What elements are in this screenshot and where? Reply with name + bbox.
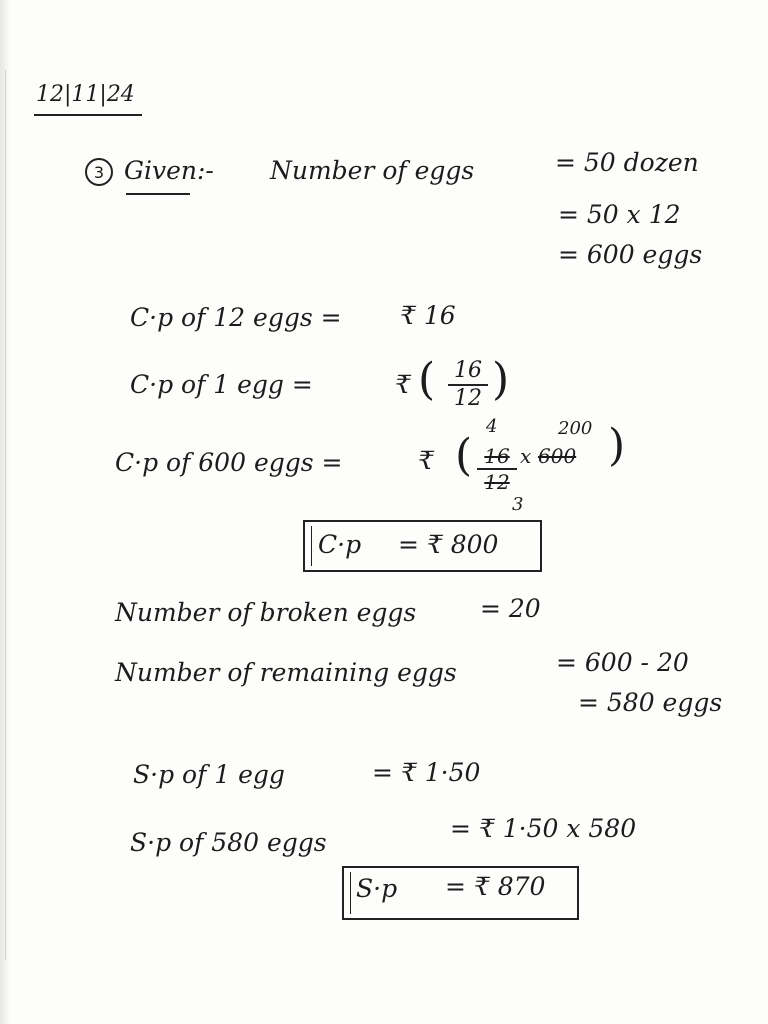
remaining-result: = 580 eggs [578,688,723,717]
cp-line3-times: x [520,444,532,468]
cp-line3-num: 16 [484,444,510,468]
cp-line3-close-paren: ) [608,420,626,471]
sp-result-box-inner-edge [350,872,351,914]
cp-line2-fraction [448,360,488,410]
eggs-value: = 50 dozen [555,148,699,177]
cp-line1-value: ₹ 16 [400,301,456,330]
cp-line1-label: C·p of 12 eggs = [130,303,342,332]
broken-label: Number of broken eggs [115,598,417,627]
cp-line2-currency: ₹ [395,370,411,399]
given-underline [126,193,190,195]
cp-line3-cancel-den: 3 [512,494,524,515]
cp-line3-cancel-mult: 200 [558,418,593,439]
eggs-label: Number of eggs [270,156,475,185]
sp-result-label: S·p [356,874,398,903]
date-underline [34,114,142,116]
cp-line2-label: C·p of 1 egg = [130,370,313,399]
cp-line3-fraction [477,446,517,492]
cp-line2-close-paren: ) [492,354,510,405]
cp-line3-cancel-num: 4 [486,416,498,437]
sp-line2-value: = ₹ 1·50 x 580 [450,814,637,843]
cp-line3-mult: 600 [538,444,577,468]
cp-result-value: = ₹ 800 [398,530,499,559]
cp-line3-den: 12 [484,470,510,494]
sp-result-value: = ₹ 870 [445,872,546,901]
remaining-value: = 600 - 20 [556,648,689,677]
question-number: 3 [85,158,113,186]
sp-line1-value: = ₹ 1·50 [372,758,481,787]
page-edge-line [5,70,6,960]
cp-line2-open-paren: ( [418,354,436,405]
cp-line3-currency: ₹ [418,446,434,475]
cp-line2-num: 16 [454,358,482,383]
sp-line2-label: S·p of 580 eggs [130,828,327,857]
cp-result-box-inner-edge [311,526,312,566]
eggs-step2: = 50 x 12 [558,200,681,229]
cp-line2-den: 12 [454,386,482,411]
cp-line3-label: C·p of 600 eggs = [115,448,343,477]
cp-result-label: C·p [318,530,362,559]
broken-value: = 20 [480,594,541,623]
eggs-step3: = 600 eggs [558,240,703,269]
cp-line3-open-paren: ( [455,430,473,481]
remaining-label: Number of remaining eggs [115,658,457,687]
date: 12|11|24 [36,82,135,107]
sp-line1-label: S·p of 1 egg [133,760,285,789]
given-label: Given:- [124,156,214,185]
